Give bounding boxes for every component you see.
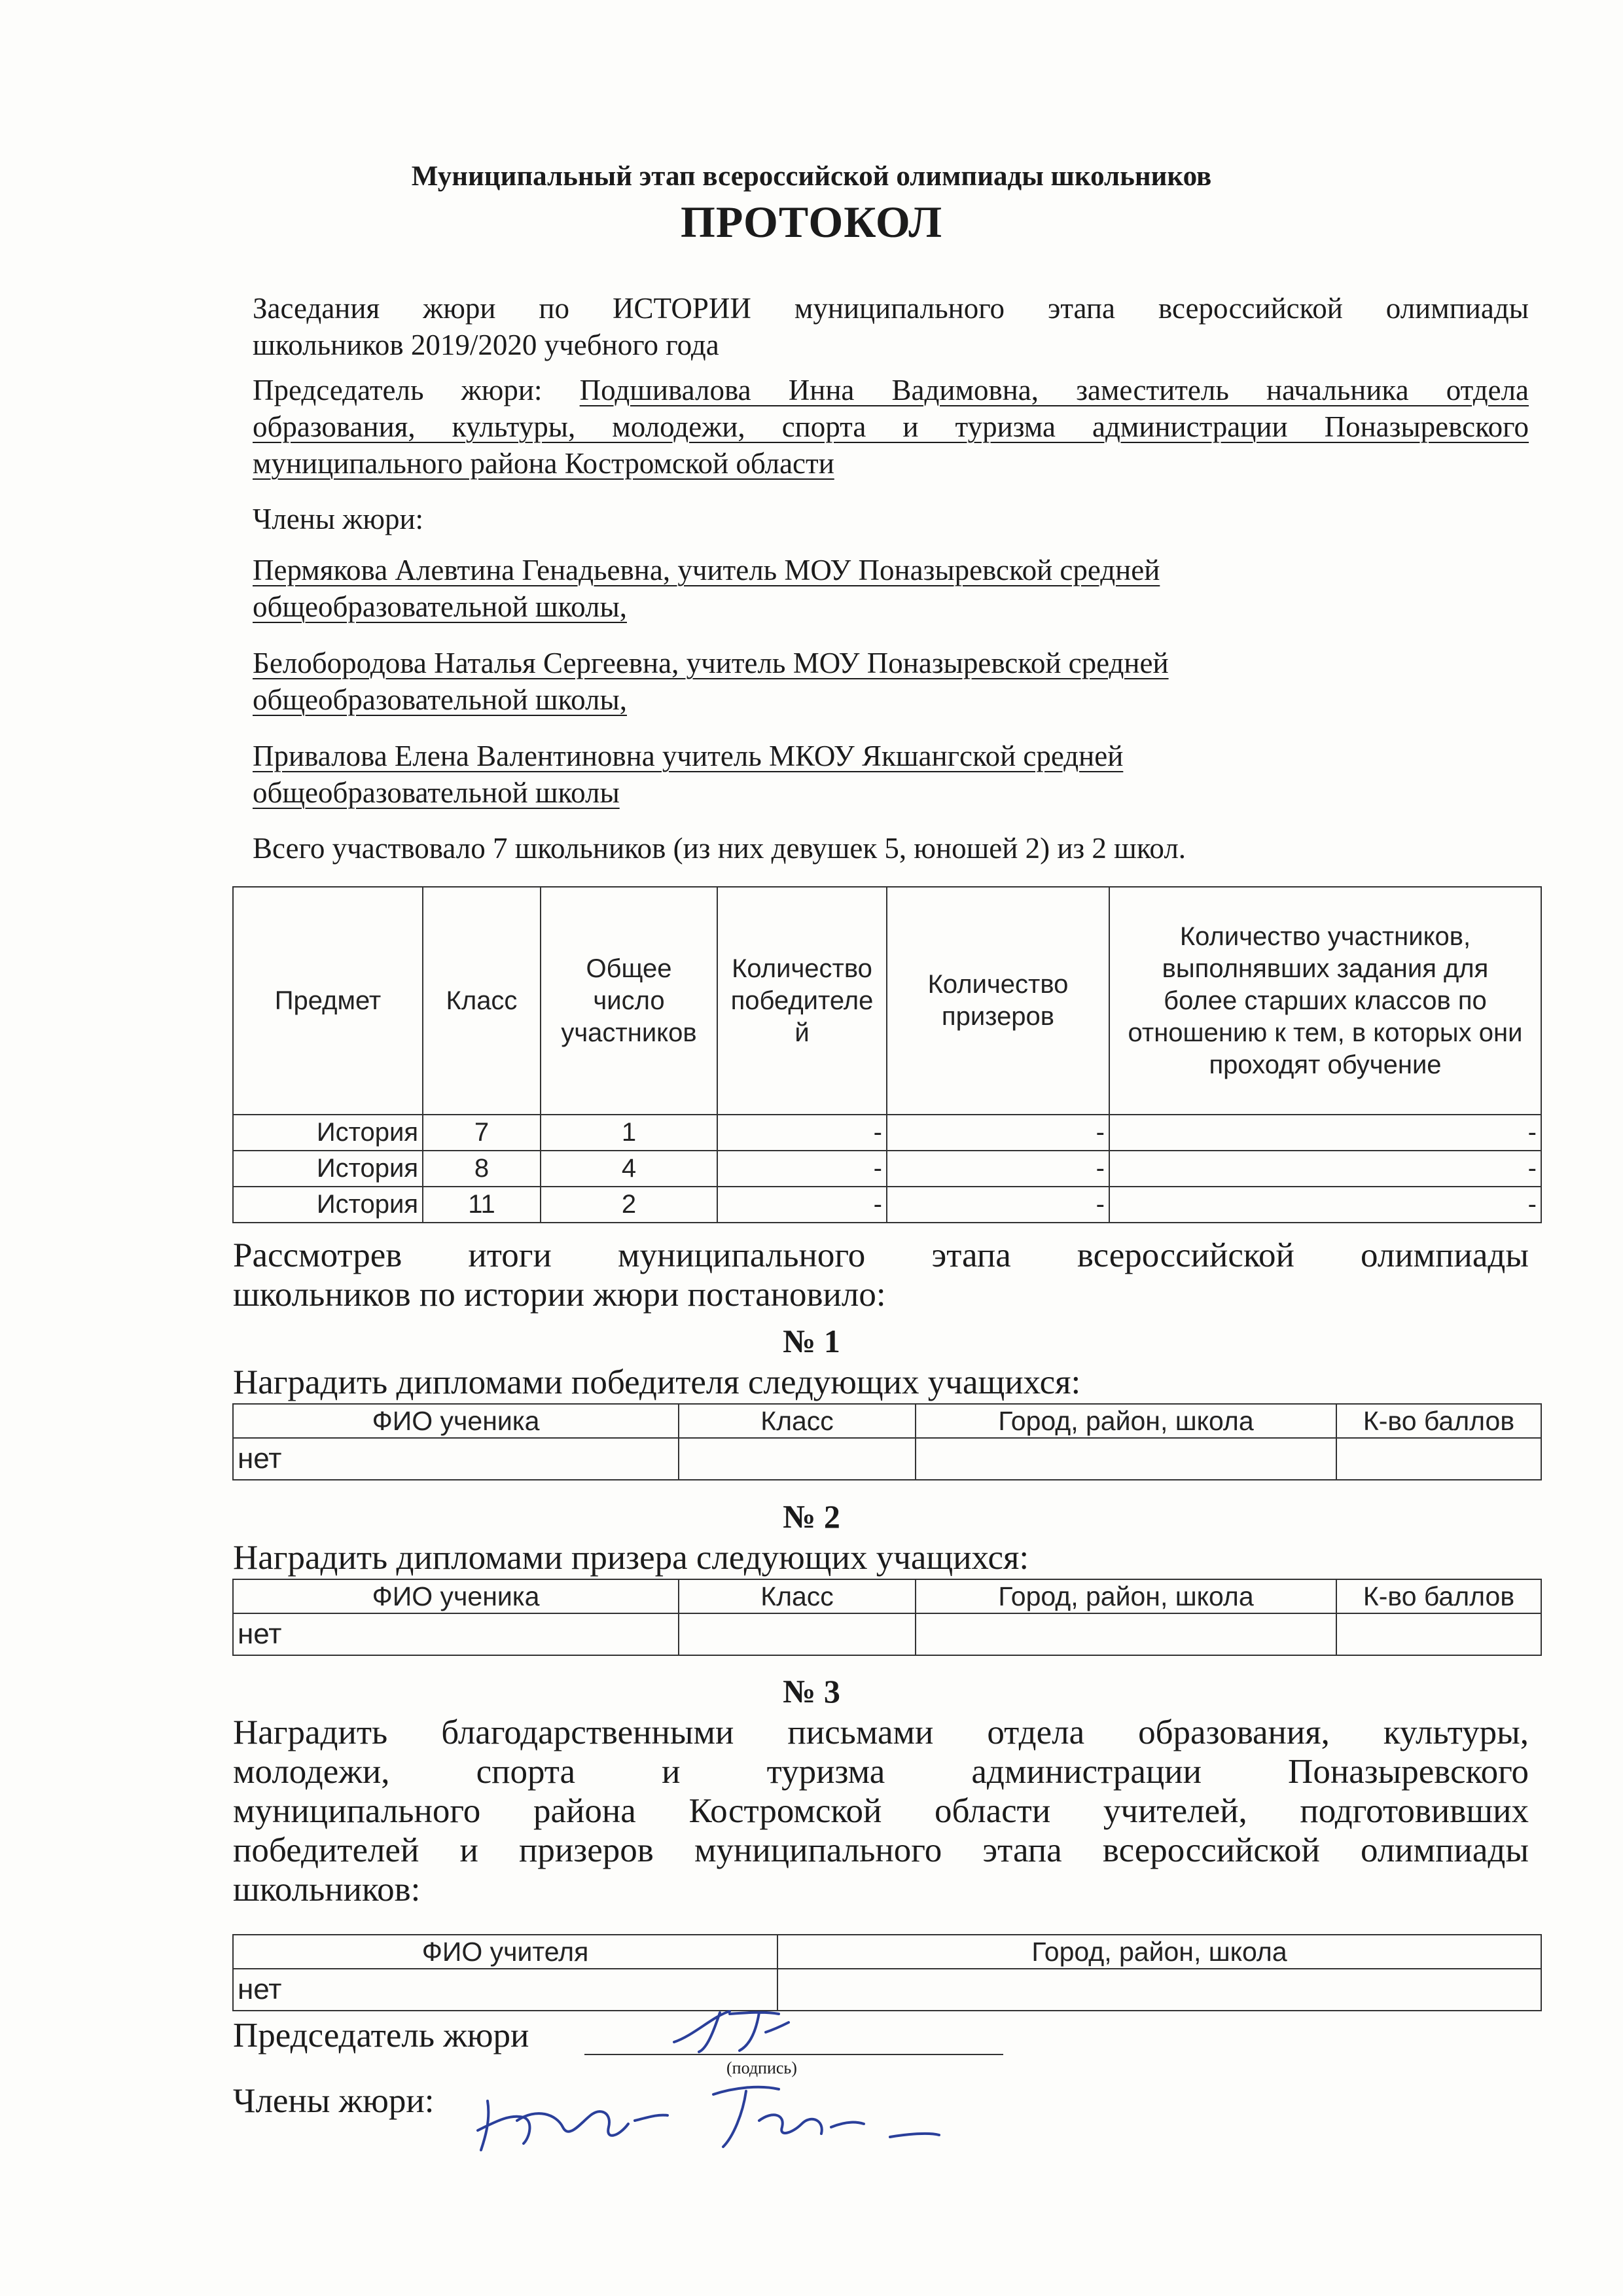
- cell-subject: История: [233, 1151, 423, 1187]
- header-grade: Класс: [679, 1579, 916, 1613]
- section-3-text: [233, 1713, 1529, 1909]
- section-3-line: муниципального района Костромской области учителей, подготовивших: [233, 1792, 1529, 1830]
- member-line-2: общеобразовательной школы,: [253, 590, 627, 623]
- cell-grade: [679, 1613, 916, 1655]
- members-label: Члены жюри:: [253, 503, 424, 535]
- member-line-2: общеобразовательной школы: [253, 776, 620, 809]
- cell-subject: История: [233, 1115, 423, 1151]
- jury-chair: [253, 372, 1529, 482]
- header-winners-line: победителе: [730, 986, 874, 1015]
- cell-prizers: -: [887, 1115, 1109, 1151]
- header-student-name: ФИО ученика: [233, 1404, 679, 1438]
- decision-line-1: Рассмотрев итоги муниципального этапа всероссийской олимпиады: [233, 1236, 1529, 1274]
- jury-member: [253, 552, 1529, 625]
- winners-header-row: [233, 1404, 1541, 1438]
- chair-label: Председатель жюри:: [253, 374, 543, 406]
- prizers-table: [232, 1579, 1542, 1656]
- header-points: К-во баллов: [1336, 1404, 1541, 1438]
- cell-prizers: -: [887, 1187, 1109, 1223]
- cell-points: [1336, 1613, 1541, 1655]
- table-row: [233, 1969, 1541, 2011]
- header-grade: Класс: [423, 887, 541, 1115]
- winners-table: [232, 1403, 1542, 1480]
- org-title: Муниципальный этап всероссийской олимпиады школьников: [411, 161, 1212, 192]
- cell-total: 1: [541, 1115, 717, 1151]
- cell-subject: История: [233, 1187, 423, 1223]
- header-teacher-name: ФИО учителя: [233, 1935, 777, 1969]
- cell-grade: [679, 1438, 916, 1480]
- table-row: [233, 1613, 1541, 1655]
- meeting-description: [253, 290, 1529, 363]
- cell-points: [1336, 1438, 1541, 1480]
- cell-total: 2: [541, 1187, 717, 1223]
- cell-grade: 7: [423, 1115, 541, 1151]
- section-3-number: № 3: [783, 1673, 840, 1710]
- cell-school: [916, 1438, 1336, 1480]
- cell-student-name: нет: [233, 1438, 679, 1480]
- jury-member: [253, 645, 1529, 718]
- header-older-classes: Количество участников, выполнявших задания для более старших классов по отношению к тем, в которых они проходят обучение: [1109, 887, 1541, 1115]
- section-2-number: № 2: [783, 1498, 840, 1535]
- member-line-1: Белобородова Наталья Сергеевна, учитель МОУ Поназыревской средней: [253, 647, 1169, 679]
- header-prizers: Количество призеров: [887, 887, 1109, 1115]
- chair-line-3: муниципального района Костромской области: [253, 447, 834, 480]
- section-3-line: молодежи, спорта и туризма администрации Поназыревского: [233, 1753, 1529, 1791]
- chair-signature-label: Председатель жюри: [233, 2017, 529, 2054]
- member-line-2: общеобразовательной школы,: [253, 683, 627, 716]
- members-signatures: [471, 2075, 942, 2166]
- chair-signature-line: [584, 2054, 1003, 2055]
- chair-name: Подшивалова Инна Вадимовна, заместитель начальника отдела: [579, 374, 1529, 406]
- decision-text: [233, 1236, 1529, 1314]
- table-row: [233, 1151, 1541, 1187]
- header-school: Город, район, школа: [916, 1579, 1336, 1613]
- decision-line-2: школьников по истории жюри постановило:: [233, 1276, 886, 1314]
- cell-winners: -: [717, 1151, 887, 1187]
- member-line-1: Пермякова Алевтина Генадьевна, учитель МОУ Поназыревской средней: [253, 554, 1160, 586]
- cell-older: -: [1109, 1151, 1541, 1187]
- header-total: Общее число участников: [541, 887, 717, 1115]
- cell-total: 4: [541, 1151, 717, 1187]
- meeting-line-1: Заседания жюри по ИСТОРИИ муниципального этапа всероссийской олимпиады: [253, 292, 1529, 325]
- header-student-name: ФИО ученика: [233, 1579, 679, 1613]
- table-row: [233, 1438, 1541, 1480]
- cell-grade: 11: [423, 1187, 541, 1223]
- table-row: [233, 1187, 1541, 1223]
- table-row: [233, 1115, 1541, 1151]
- participants-total: Всего участвовало 7 школьников (из них девушек 5, юношей 2) из 2 школ.: [253, 832, 1186, 865]
- section-3-line: школьников:: [233, 1871, 421, 1909]
- cell-teacher-name: нет: [233, 1969, 777, 2011]
- cell-student-name: нет: [233, 1613, 679, 1655]
- chair-line-2: образования, культуры, молодежи, спорта и туризма администрации Поназыревского: [253, 410, 1529, 443]
- header-points: К-во баллов: [1336, 1579, 1541, 1613]
- teachers-table: [232, 1934, 1542, 2011]
- header-grade: Класс: [679, 1404, 916, 1438]
- document-title: ПРОТОКОЛ: [680, 197, 943, 247]
- section-1-number: № 1: [783, 1323, 840, 1359]
- header-winners: [717, 887, 887, 1115]
- meeting-line-2: школьников 2019/2020 учебного года: [253, 329, 719, 361]
- header-winners-line: Количество: [732, 954, 872, 983]
- section-3-line: Наградить благодарственными письмами отдела образования, культуры,: [233, 1713, 1529, 1751]
- cell-older: -: [1109, 1115, 1541, 1151]
- jury-member: [253, 738, 1529, 811]
- teachers-header-row: [233, 1935, 1541, 1969]
- prizers-header-row: [233, 1579, 1541, 1613]
- members-signature-label: Члены жюри:: [233, 2082, 435, 2120]
- stats-header-row: [233, 887, 1541, 1115]
- header-school: Город, район, школа: [916, 1404, 1336, 1438]
- signature-caption: (подпись): [726, 2058, 797, 2077]
- member-line-1: Привалова Елена Валентиновна учитель МКОУ Якшангской средней: [253, 740, 1124, 772]
- cell-school: [777, 1969, 1541, 2011]
- header-subject: Предмет: [233, 887, 423, 1115]
- header-winners-line: й: [794, 1018, 810, 1047]
- cell-school: [916, 1613, 1336, 1655]
- section-1-text: Наградить дипломами победителя следующих учащихся:: [233, 1363, 1081, 1401]
- stats-table: [232, 886, 1542, 1223]
- cell-grade: 8: [423, 1151, 541, 1187]
- cell-older: -: [1109, 1187, 1541, 1223]
- section-2-text: Наградить дипломами призера следующих учащихся:: [233, 1539, 1029, 1577]
- chair-signature: [668, 2006, 792, 2058]
- cell-winners: -: [717, 1115, 887, 1151]
- cell-prizers: -: [887, 1151, 1109, 1187]
- header-school: Город, район, школа: [777, 1935, 1541, 1969]
- section-3-line: победителей и призеров муниципального этапа всероссийской олимпиады: [233, 1831, 1529, 1869]
- cell-winners: -: [717, 1187, 887, 1223]
